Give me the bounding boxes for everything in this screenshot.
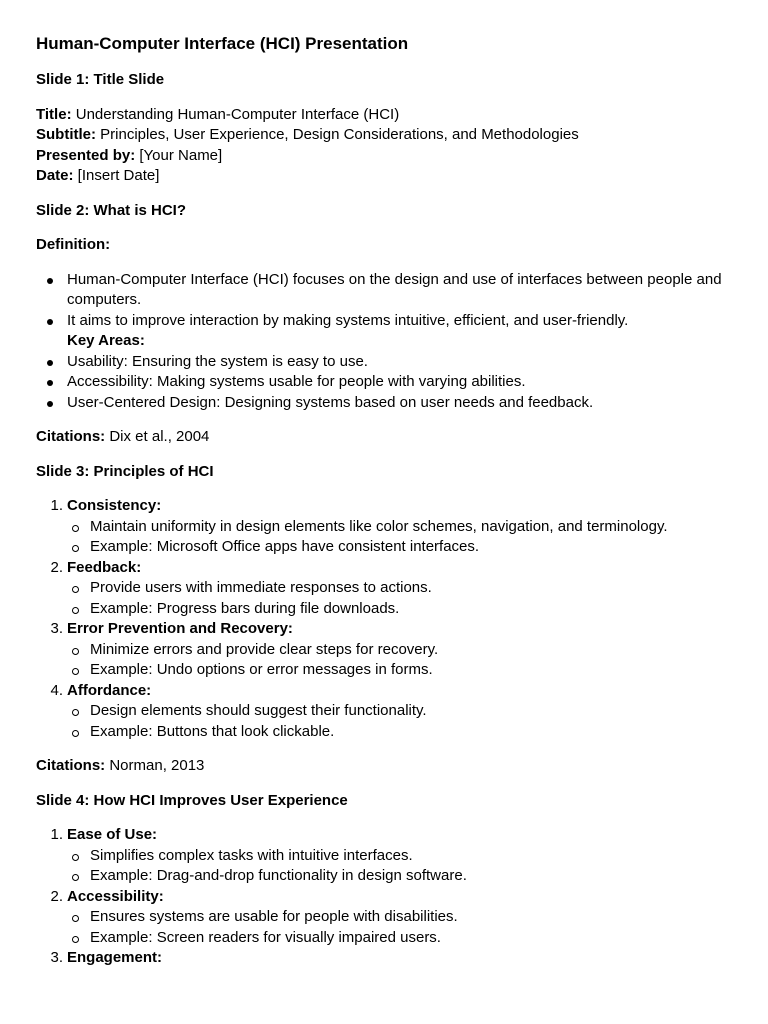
list-item-text: Human-Computer Interface (HCI) focuses on the design and use of interfaces between people and computers. [67,270,722,308]
circle-bullet-icon [72,915,79,922]
list-item-text: Usability: Ensuring the system is easy to use. [67,352,368,370]
sub-list [67,907,732,948]
item-number: 2. [50,558,63,576]
numbered-item [50,619,732,681]
sub-item [90,722,732,743]
sub-item [90,578,732,599]
definition-label: Definition: [36,236,111,253]
sub-item-text: Example: Undo options or error messages in forms. [90,661,433,678]
slide2-citation [36,427,732,448]
circle-bullet-icon [72,525,79,532]
sub-item [90,537,732,558]
item-title: Ease of Use: [67,826,158,843]
field-label: Title: [36,105,72,123]
circle-bullet-icon [72,936,79,943]
slide1-subtitle-line [36,125,732,146]
circle-bullet-icon [72,709,79,716]
sub-item-text: Example: Screen readers for visually impaired users. [90,928,441,946]
slide3-heading: Slide 3: Principles of HCI [36,462,214,480]
item-number: 4. [50,681,63,699]
sub-item [90,928,732,949]
slide1-title-line [36,105,732,126]
item-title: Engagement: [67,949,163,966]
slide4-heading: Slide 4: How HCI Improves User Experience [36,791,348,809]
circle-bullet-icon [72,874,79,881]
citation-value: Norman, 2013 [105,757,205,774]
sub-item-text: Example: Buttons that look clickable. [90,722,335,740]
sub-list [67,640,732,681]
sub-item-text: Provide users with immediate responses to actions. [90,579,432,596]
list-item-text: Accessibility: Making systems usable for people with varying abilities. [67,373,526,390]
item-title: Consistency: [67,497,162,514]
sub-item [90,517,732,538]
item-number: 3. [50,949,63,966]
sub-item-text: Design elements should suggest their functionality. [90,702,427,719]
slide1-heading: Slide 1: Title Slide [36,71,165,88]
numbered-item [50,558,732,620]
sub-item [90,846,732,867]
sub-item [90,640,732,661]
list-item [67,270,732,311]
item-number: 1. [50,497,63,514]
slide1-presenter-line [36,146,732,167]
slide2-heading: Slide 2: What is HCI? [36,201,187,219]
numbered-item [50,887,732,949]
sub-item [90,660,732,681]
field-label: Presented by: [36,146,136,164]
circle-bullet-icon [72,545,79,552]
item-title: Affordance: [67,681,152,699]
numbered-item [50,825,732,887]
circle-bullet-icon [72,730,79,737]
circle-bullet-icon [72,854,79,861]
sub-item-text: Example: Drag-and-drop functionality in design software. [90,867,467,884]
sub-list [67,701,732,742]
field-value: [Your Name] [135,146,223,164]
ux-list [36,825,732,969]
field-label: Subtitle: [36,126,96,143]
numbered-item [50,948,732,969]
field-label: Date: [36,167,74,184]
citation-value: Dix et al., 2004 [105,428,210,445]
item-number: 2. [50,887,63,905]
sub-list [67,517,732,558]
definition-list [36,270,732,414]
field-value: [Insert Date] [73,167,160,184]
circle-bullet-icon [72,586,79,593]
bullet-icon [47,380,53,386]
circle-bullet-icon [72,607,79,614]
item-number: 1. [50,826,63,843]
bullet-icon [47,360,53,366]
field-value: Understanding Human-Computer Interface (HCI) [71,105,400,123]
bullet-icon [47,319,53,325]
citation-label: Citations: [36,428,106,445]
sub-item-text: Example: Microsoft Office apps have consistent interfaces. [90,538,480,555]
list-item [67,352,732,373]
item-number: 3. [50,620,63,637]
sub-item-text: Ensures systems are usable for people with disabilities. [90,908,458,925]
numbered-item [50,496,732,558]
sub-item-text: Minimize errors and provide clear steps for recovery. [90,640,439,658]
sub-item-text: Simplifies complex tasks with intuitive interfaces. [90,846,413,864]
sub-list [67,578,732,619]
circle-bullet-icon [72,648,79,655]
list-item-text: It aims to improve interaction by making systems intuitive, efficient, and user-friendly. [67,311,629,329]
slide1-fields [36,105,732,187]
item-title: Error Prevention and Recovery: [67,620,293,637]
list-item [67,372,732,393]
circle-bullet-icon [72,668,79,675]
list-item [67,311,732,332]
item-title: Feedback: [67,558,142,576]
citation-label: Citations: [36,757,106,774]
sub-item [90,866,732,887]
slide1-date-line [36,166,732,187]
sub-item [90,701,732,722]
list-item [67,393,732,414]
bullet-icon [47,278,53,284]
sub-item-text: Maintain uniformity in design elements like color schemes, navigation, and terminology. [90,517,668,535]
list-item-text: User-Centered Design: Designing systems based on user needs and feedback. [67,393,594,411]
key-areas-label: Key Areas: [67,332,145,349]
sub-item-text: Example: Progress bars during file downloads. [90,599,400,617]
sub-list [67,846,732,887]
numbered-item [50,681,732,743]
item-title: Accessibility: [67,887,164,905]
sub-item [90,907,732,928]
field-value: Principles, User Experience, Design Considerations, and Methodologies [96,126,579,143]
sub-item [90,599,732,620]
principles-list [36,496,732,742]
slide3-citation [36,756,732,777]
bullet-icon [47,401,53,407]
document-title: Human-Computer Interface (HCI) Presentation [36,34,409,53]
